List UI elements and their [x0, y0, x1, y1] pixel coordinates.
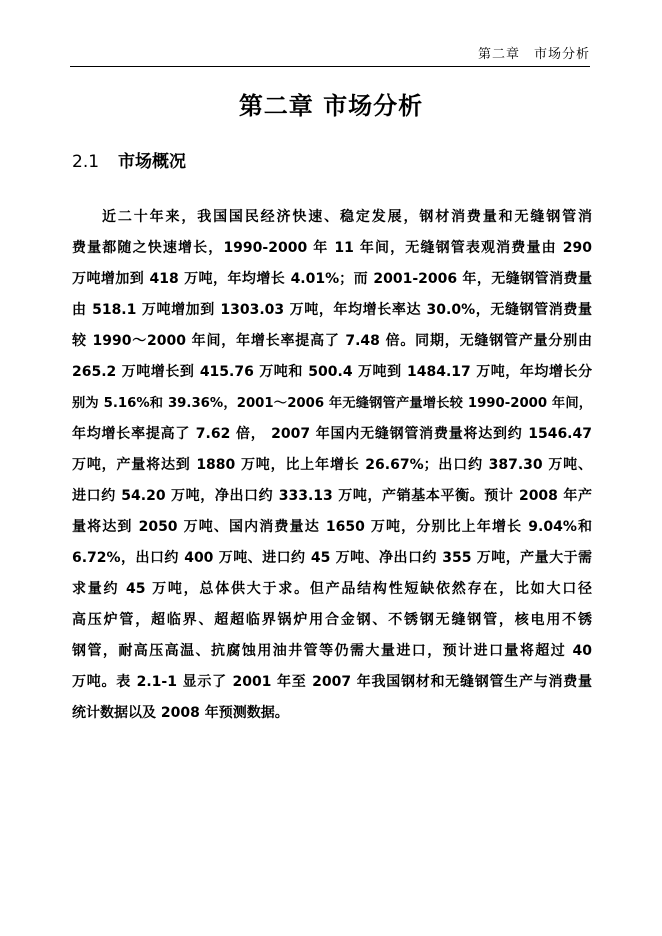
chapter-title: 第二章 市场分析 — [238, 92, 424, 120]
body-paragraph — [72, 202, 592, 729]
paragraph-line: 6.72%，出口约 400 万吨、进口约 45 万吨、净出口约 355 万吨，产量大于需 — [72, 550, 592, 566]
paragraph-line: 265.2 万吨增长到 415.76 万吨和 500.4 万吨到 1484.17 万吨，年均增长分 — [72, 364, 592, 380]
section-heading — [72, 148, 186, 176]
section-title: 市场概况 — [118, 152, 186, 172]
paragraph-line: 由 518.1 万吨增加到 1303.03 万吨，年均增长率达 30.0%，无缝钢管消费量 — [72, 302, 592, 318]
paragraph-line: 求量约 45 万吨，总体供大于求。但产品结构性短缺依然存在，比如大口径 — [72, 581, 592, 597]
paragraph-line: 高压炉管，超临界、超超临界锅炉用合金钢、不锈钢无缝钢管，核电用不锈 — [72, 612, 592, 628]
paragraph-line: 年均增长率提高了 7.62 倍， 2007 年国内无缝钢管消费量将达到约 1546.47 — [72, 426, 592, 442]
paragraph-line: 费量都随之快速增长，1990-2000 年 11 年间，无缝钢管表观消费量由 290 — [72, 240, 592, 256]
running-header-title: 第二章 市场分析 — [477, 47, 590, 62]
paragraph-line: 近二十年来，我国国民经济快速、稳定发展，钢材消费量和无缝钢管消 — [102, 209, 592, 225]
paragraph-line: 进口约 54.20 万吨，净出口约 333.13 万吨，产销基本平衡。预计 2008 年产 — [72, 488, 592, 504]
paragraph-line: 万吨，产量将达到 1880 万吨，比上年增长 26.67%；出口约 387.30 万吨、 — [72, 457, 592, 473]
running-header — [70, 46, 590, 67]
paragraph-line: 别为 5.16%和 39.36%，2001～2006 年无缝钢管产量增长较 1990-2000 年间， — [72, 396, 592, 411]
paragraph-line: 量将达到 2050 万吨、国内消费量达 1650 万吨，分别比上年增长 9.04%和 — [72, 519, 592, 535]
paragraph-line: 较 1990～2000 年间，年增长率提高了 7.48 倍。同期，无缝钢管产量分别由 — [72, 333, 592, 349]
paragraph-line: 钢管，耐高压高温、抗腐蚀用油井管等仍需大量进口，预计进口量将超过 40 — [72, 643, 592, 659]
paragraph-line: 统计数据以及 2008 年预测数据。 — [72, 705, 289, 721]
paragraph-line: 万吨。表 2.1-1 显示了 2001 年至 2007 年我国钢材和无缝钢管生产与消费量 — [72, 674, 592, 690]
section-number: 2.1 — [72, 152, 100, 172]
paragraph-line: 万吨增加到 418 万吨，年均增长 4.01%；而 2001-2006 年，无缝钢管消费量 — [72, 271, 592, 287]
